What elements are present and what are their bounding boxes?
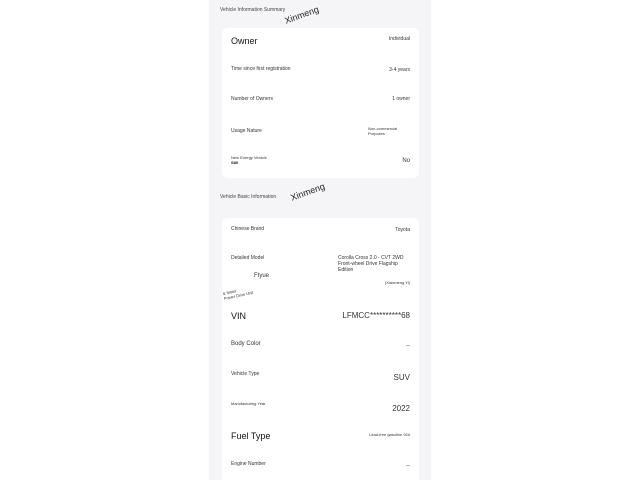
new-energy-sub: Still xyxy=(231,160,239,165)
phone-screen xyxy=(209,0,431,480)
owner-label: Owner xyxy=(231,36,258,46)
vehicle-type-value: SUV xyxy=(393,373,410,382)
brand-label: Chinese Brand xyxy=(231,226,265,232)
usage-label: Usage Nature xyxy=(231,128,262,134)
body-color-value: -- xyxy=(406,343,410,349)
registration-time-value: 3-4 years xyxy=(389,67,410,73)
engine-number-label: Engine Number xyxy=(231,461,266,467)
vehicle-type-label: Vehicle Type xyxy=(231,371,260,377)
new-energy-value: No xyxy=(402,158,410,164)
brand-value: Toyota xyxy=(395,227,410,233)
summary-card xyxy=(222,28,419,178)
basic-section-title: Vehicle Basic Information xyxy=(220,194,277,200)
vin-value: LFMCC**********68 xyxy=(342,311,410,320)
basic-watermark: Xinmeng xyxy=(289,181,327,203)
owner-value: Individual xyxy=(388,36,410,42)
summary-section-title: Vehicle Information Summary xyxy=(220,7,286,13)
body-color-label: Body Color xyxy=(231,341,261,347)
registration-time-label: Time since first registration xyxy=(231,66,291,72)
vin-label: VIN xyxy=(231,311,247,321)
model-note-mid: Ftyue xyxy=(254,273,270,279)
year-value: 2022 xyxy=(392,404,410,413)
model-label: Detailed Model xyxy=(231,255,265,261)
owners-value: 1 owner xyxy=(392,96,410,102)
model-note-right: (Xiaomeng Yi) xyxy=(384,280,410,285)
usage-value: Non-commercial Purposes xyxy=(368,126,398,136)
fuel-type-value: Lead-free gasoline 92# xyxy=(369,432,410,437)
model-value: Corolla Cross 2.0 - CVT 2WD Front-wheel Drive Flagship Edition xyxy=(338,255,404,273)
owners-label: Number of Owners xyxy=(231,96,273,102)
basic-row-model[interactable] xyxy=(222,255,410,302)
engine-number-value: -- xyxy=(406,463,410,469)
model-note-left: & Motor Power Drive Unit xyxy=(222,288,254,302)
summary-watermark: Xinmeng xyxy=(283,4,321,26)
new-energy-label: New Energy Vehicle xyxy=(231,155,267,160)
fuel-type-label: Fuel Type xyxy=(231,431,271,441)
basic-card xyxy=(222,218,419,480)
year-label: Manufacturing Year xyxy=(231,401,266,406)
